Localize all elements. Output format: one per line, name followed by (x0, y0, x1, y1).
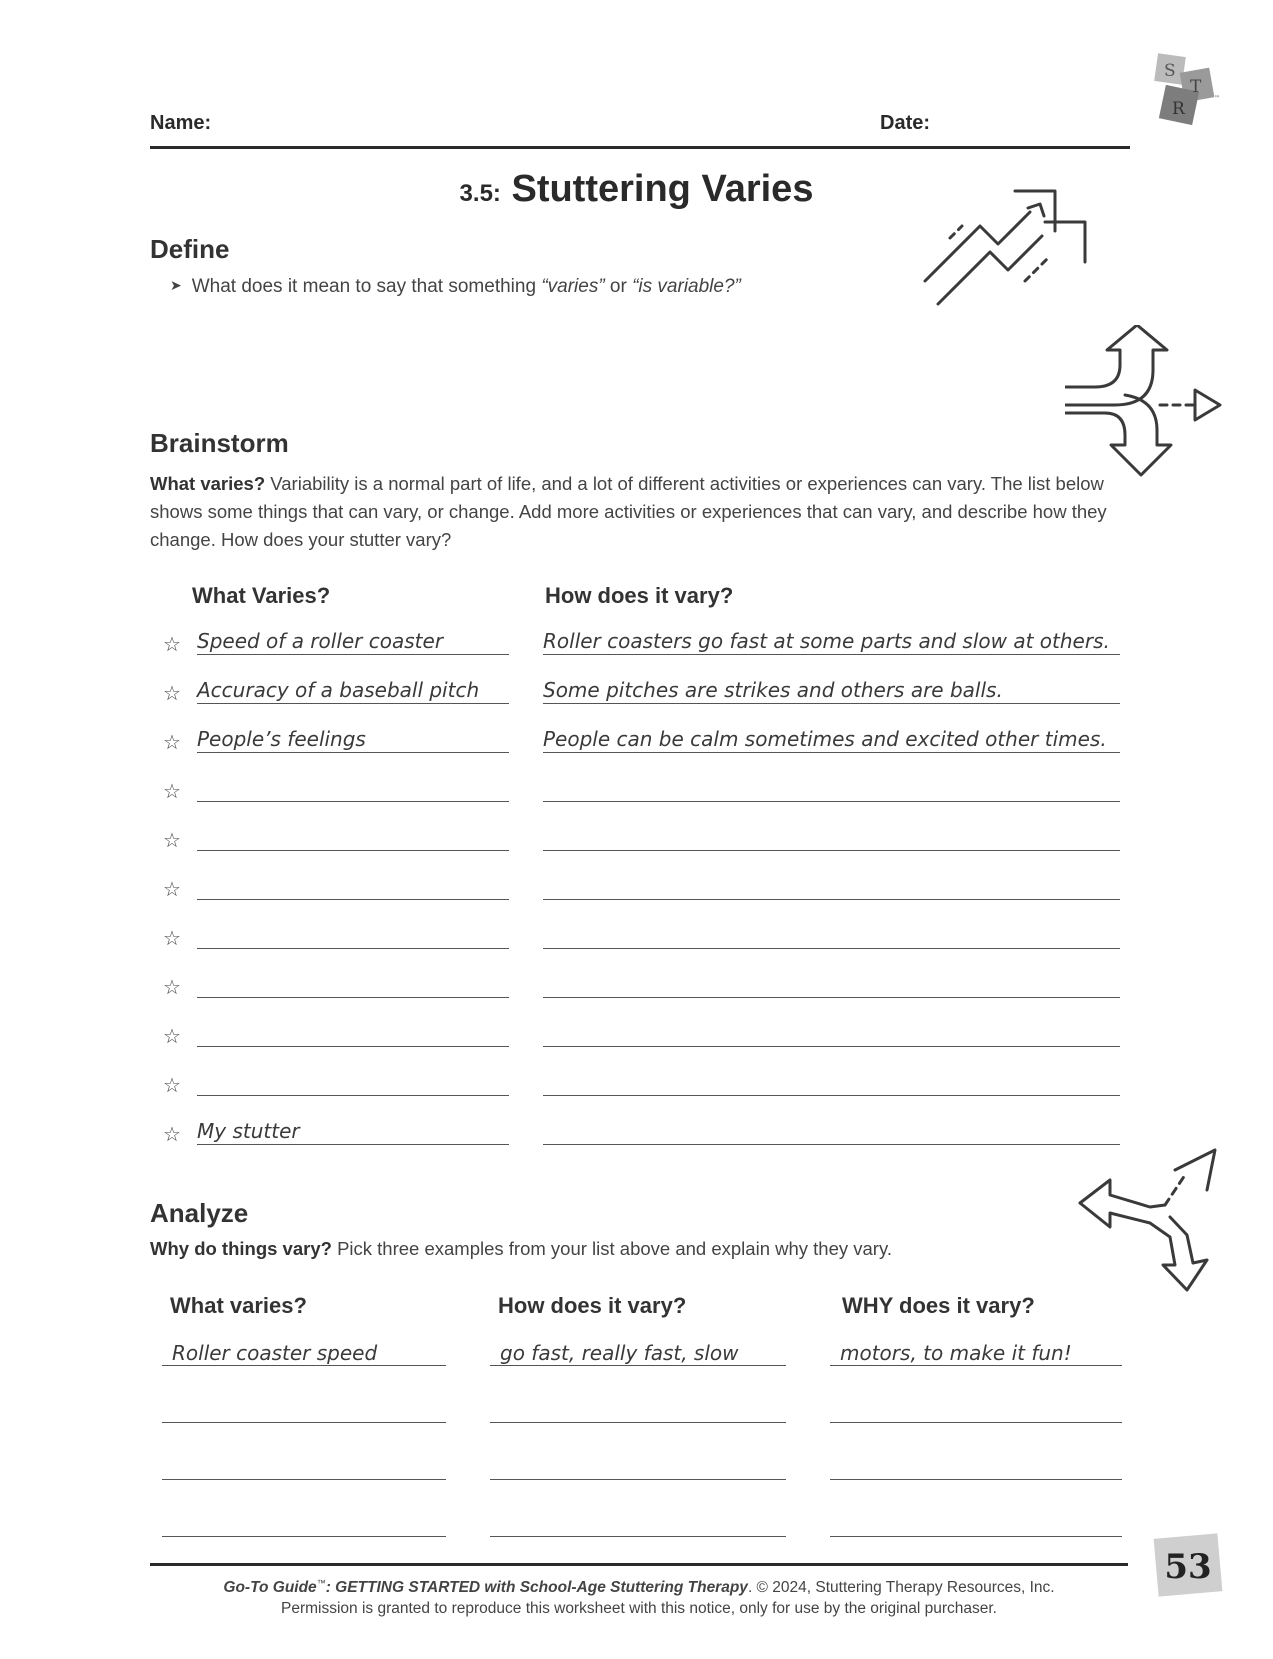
logo-r: R (1172, 99, 1185, 119)
logo-t: T (1190, 77, 1202, 97)
title-number: 3.5: (459, 180, 501, 207)
analyze-how-field[interactable] (490, 1397, 786, 1423)
branching-arrows-icon (1065, 325, 1225, 485)
what-varies-field[interactable]: Accuracy of a baseball pitch (197, 677, 509, 704)
analyze-why-field[interactable] (830, 1397, 1122, 1423)
star-icon: ☆ (163, 1026, 181, 1048)
arrow-bullet-icon: ➤ (170, 277, 182, 293)
analyze-col-what: What varies? (170, 1293, 307, 1318)
analyze-what-field[interactable] (162, 1397, 446, 1423)
what-varies-field[interactable] (197, 971, 509, 998)
define-q-prefix: What does it mean to say that something (191, 276, 542, 297)
how-vary-field[interactable] (543, 1020, 1120, 1047)
how-vary-field[interactable] (543, 1118, 1120, 1145)
logo-tm: ™ (1214, 95, 1220, 102)
what-varies-field[interactable]: Speed of a roller coaster (197, 628, 509, 655)
how-vary-field[interactable] (543, 971, 1120, 998)
analyze-how-field[interactable] (490, 1454, 786, 1480)
analyze-lead: Why do things vary? (150, 1238, 332, 1259)
rising-arrows-icon (920, 186, 1090, 321)
brainstorm-heading: Brainstorm (150, 428, 289, 458)
what-varies-field[interactable] (197, 1069, 509, 1096)
what-varies-field[interactable] (197, 873, 509, 900)
str-logo (1148, 50, 1228, 130)
what-varies-field[interactable]: My stutter (197, 1118, 509, 1145)
name-date-line (150, 112, 1130, 149)
brainstorm-instructions (150, 470, 1110, 554)
star-icon: ☆ (163, 683, 181, 705)
footer-rule (150, 1563, 1128, 1566)
brainstorm-col-what: What Varies? (192, 583, 331, 608)
footer-credit (150, 1578, 1128, 1597)
analyze-body: Pick three examples from your list above and explain why they vary. (331, 1238, 892, 1259)
how-vary-field[interactable]: Roller coasters go fast at some parts and slow at others. (543, 628, 1120, 655)
star-icon: ☆ (163, 732, 181, 754)
logo-s: S (1164, 61, 1176, 81)
how-vary-field[interactable]: People can be calm sometimes and excited other times. (543, 726, 1120, 753)
analyze-col-how: How does it vary? (498, 1293, 687, 1318)
define-q-varies: “varies” (541, 276, 605, 297)
define-q-variable: “is variable?” (632, 276, 741, 297)
what-varies-field[interactable] (197, 922, 509, 949)
page-number: 53 (1164, 1547, 1212, 1587)
how-vary-field[interactable] (543, 775, 1120, 802)
footer-tm: ™ (316, 1578, 326, 1588)
what-varies-field[interactable]: People’s feelings (197, 726, 509, 753)
analyze-what-field[interactable] (162, 1511, 446, 1537)
analyze-heading: Analyze (150, 1198, 249, 1228)
analyze-how-field[interactable]: go fast, really fast, slow (490, 1340, 786, 1366)
star-icon: ☆ (163, 781, 181, 803)
analyze-what-field[interactable]: Roller coaster speed (162, 1340, 446, 1366)
title-text: Stuttering Varies (511, 168, 814, 210)
analyze-why-field[interactable] (830, 1454, 1122, 1480)
how-vary-field[interactable] (543, 824, 1120, 851)
analyze-why-field[interactable] (830, 1511, 1122, 1537)
date-label: Date: (880, 112, 931, 134)
define-q-or: or (604, 276, 633, 297)
how-vary-field[interactable] (543, 873, 1120, 900)
star-icon: ☆ (163, 830, 181, 852)
three-way-arrows-icon (1075, 1145, 1230, 1295)
star-icon: ☆ (163, 1075, 181, 1097)
how-vary-field[interactable] (543, 1069, 1120, 1096)
brainstorm-col-how: How does it vary? (545, 583, 734, 608)
analyze-how-field[interactable] (490, 1511, 786, 1537)
analyze-what-field[interactable] (162, 1454, 446, 1480)
star-icon: ☆ (163, 928, 181, 950)
brainstorm-body: Variability is a normal part of life, and a lot of different activities or experiences can vary. The list below shows some things that can vary, or change. Add more activities or experiences that can vary, and describe how they change. How does your stutter vary? (150, 473, 1107, 550)
star-icon: ☆ (163, 634, 181, 656)
footer-permission: Permission is granted to reproduce this worksheet with this notice, only for use by the original purchaser. (281, 1600, 997, 1617)
how-vary-field[interactable] (543, 922, 1120, 949)
star-icon: ☆ (163, 977, 181, 999)
analyze-col-why: WHY does it vary? (842, 1293, 1035, 1318)
analyze-instructions (150, 1238, 892, 1260)
name-label: Name: (150, 112, 212, 134)
footer-copyright: . © 2024, Stuttering Therapy Resources, Inc. (747, 1579, 1055, 1597)
what-varies-field[interactable] (197, 1020, 509, 1047)
what-varies-field[interactable] (197, 775, 509, 802)
footer-guide: Go-To Guide (223, 1579, 317, 1597)
define-heading: Define (150, 234, 230, 264)
brainstorm-lead: What varies? (150, 473, 266, 494)
star-icon: ☆ (163, 879, 181, 901)
how-vary-field[interactable]: Some pitches are strikes and others are balls. (543, 677, 1120, 704)
footer-book-title: : GETTING STARTED with School-Age Stuttering Therapy (325, 1579, 748, 1597)
define-question (170, 276, 741, 298)
what-varies-field[interactable] (197, 824, 509, 851)
analyze-why-field[interactable]: motors, to make it fun! (830, 1340, 1122, 1366)
page-number-badge (1150, 1530, 1226, 1600)
star-icon: ☆ (163, 1124, 181, 1146)
